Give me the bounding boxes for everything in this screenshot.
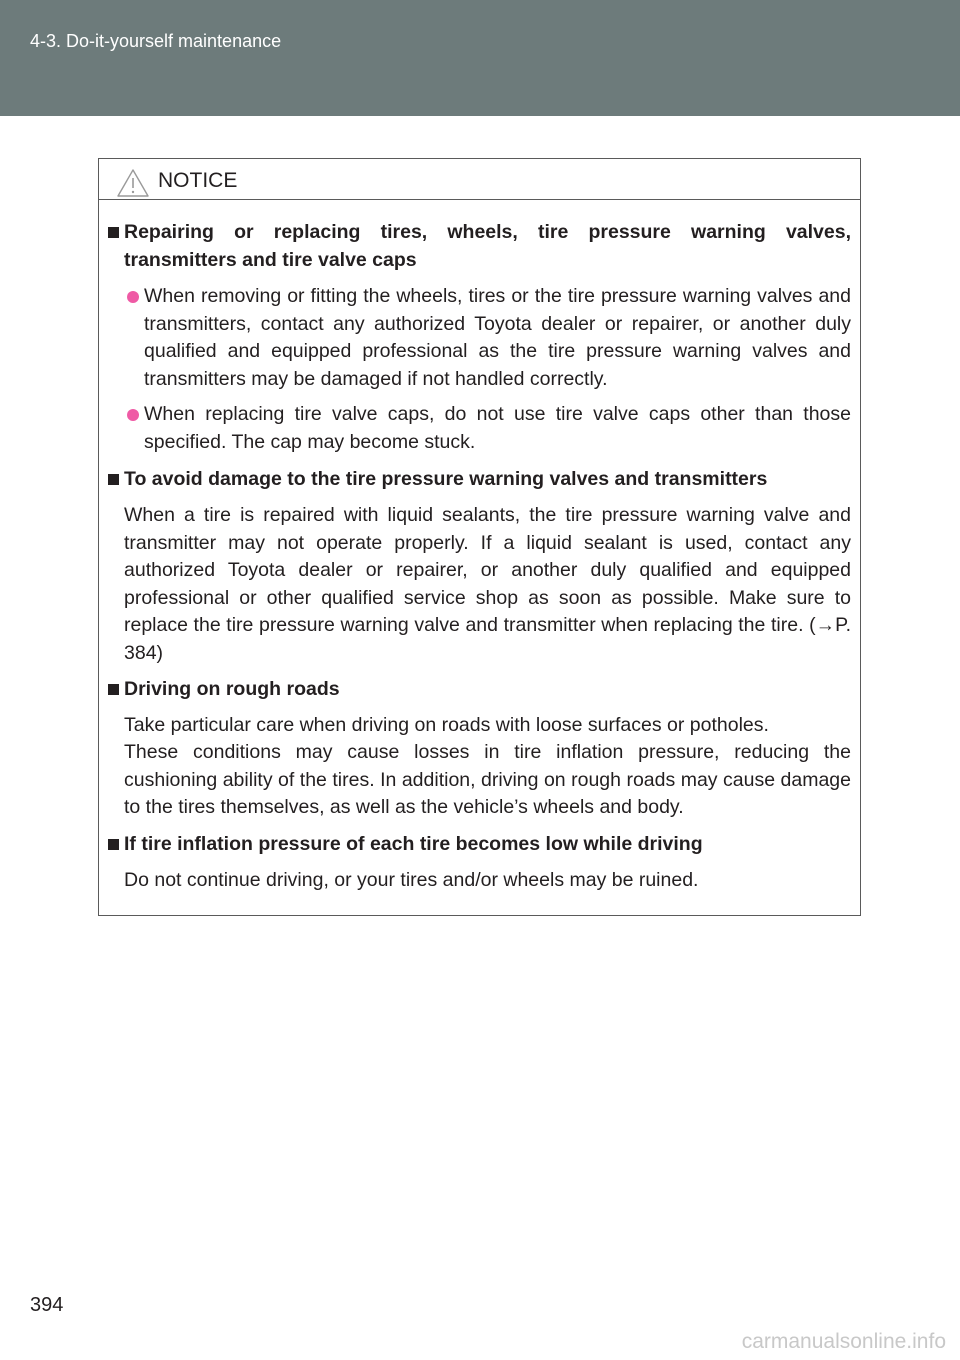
- section-title: 4-3. Do-it-yourself maintenance: [30, 31, 282, 51]
- section-heading-repairing: Repairing or replacing tires, wheels, tire pressure warning valves, transmitters and tire valve caps: [104, 219, 851, 274]
- square-bullet-icon: [108, 474, 119, 485]
- dot-bullet-icon: [127, 409, 139, 421]
- notice-box: [98, 158, 861, 916]
- square-bullet-icon: [108, 684, 119, 695]
- square-bullet-icon: [108, 839, 119, 850]
- section-paragraph: These conditions may cause losses in tire inflation pressure, reducing the cushioning ability of the tires. In addition, driving on rough roads may cause damage to the tires themselves, as well as the vehicle’s wheels and body.: [124, 741, 851, 818]
- bullet-item: When removing or fitting the wheels, tires or the tire pressure warning valves and transmitters, contact any authorized Toyota dealer or repairer, or another duly qualified and equipped professional as the tire pressure warning valves and transmitters may be damaged if not handled correctly.: [124, 283, 851, 393]
- section-paragraph: When a tire is repaired with liquid sealants, the tire pressure warning valve and transmitter may not operate properly. If a liquid sealant is used, contact any authorized Toyota dealer or repairer, or another duly qualified and equipped professional or other qualified service shop as soon as possible. Make sure to replace the tire pressure warning valve and transmitter when replacing the tire. (→P. 384): [124, 504, 851, 664]
- warning-triangle-icon: [116, 168, 150, 198]
- section-heading-low-pressure: If tire inflation pressure of each tire becomes low while driving: [104, 831, 851, 859]
- dot-bullet-icon: [127, 291, 139, 303]
- page-header: [0, 0, 960, 116]
- square-bullet-icon: [108, 227, 119, 238]
- section-paragraph: Take particular care when driving on roads with loose surfaces or potholes.: [124, 714, 769, 736]
- section-heading-rough-roads: Driving on rough roads: [104, 676, 851, 704]
- notice-title: NOTICE: [158, 169, 238, 192]
- bullet-item: When replacing tire valve caps, do not use tire valve caps other than those specified. The cap may become stuck.: [124, 401, 851, 456]
- page-number: 394: [30, 1294, 64, 1316]
- notice-header: [99, 159, 860, 200]
- watermark: carmanualsonline.info: [741, 1330, 946, 1353]
- section-paragraph: Do not continue driving, or your tires and/or wheels may be ruined.: [124, 869, 699, 891]
- section-heading-avoid-damage: To avoid damage to the tire pressure warning valves and transmitters: [104, 466, 851, 494]
